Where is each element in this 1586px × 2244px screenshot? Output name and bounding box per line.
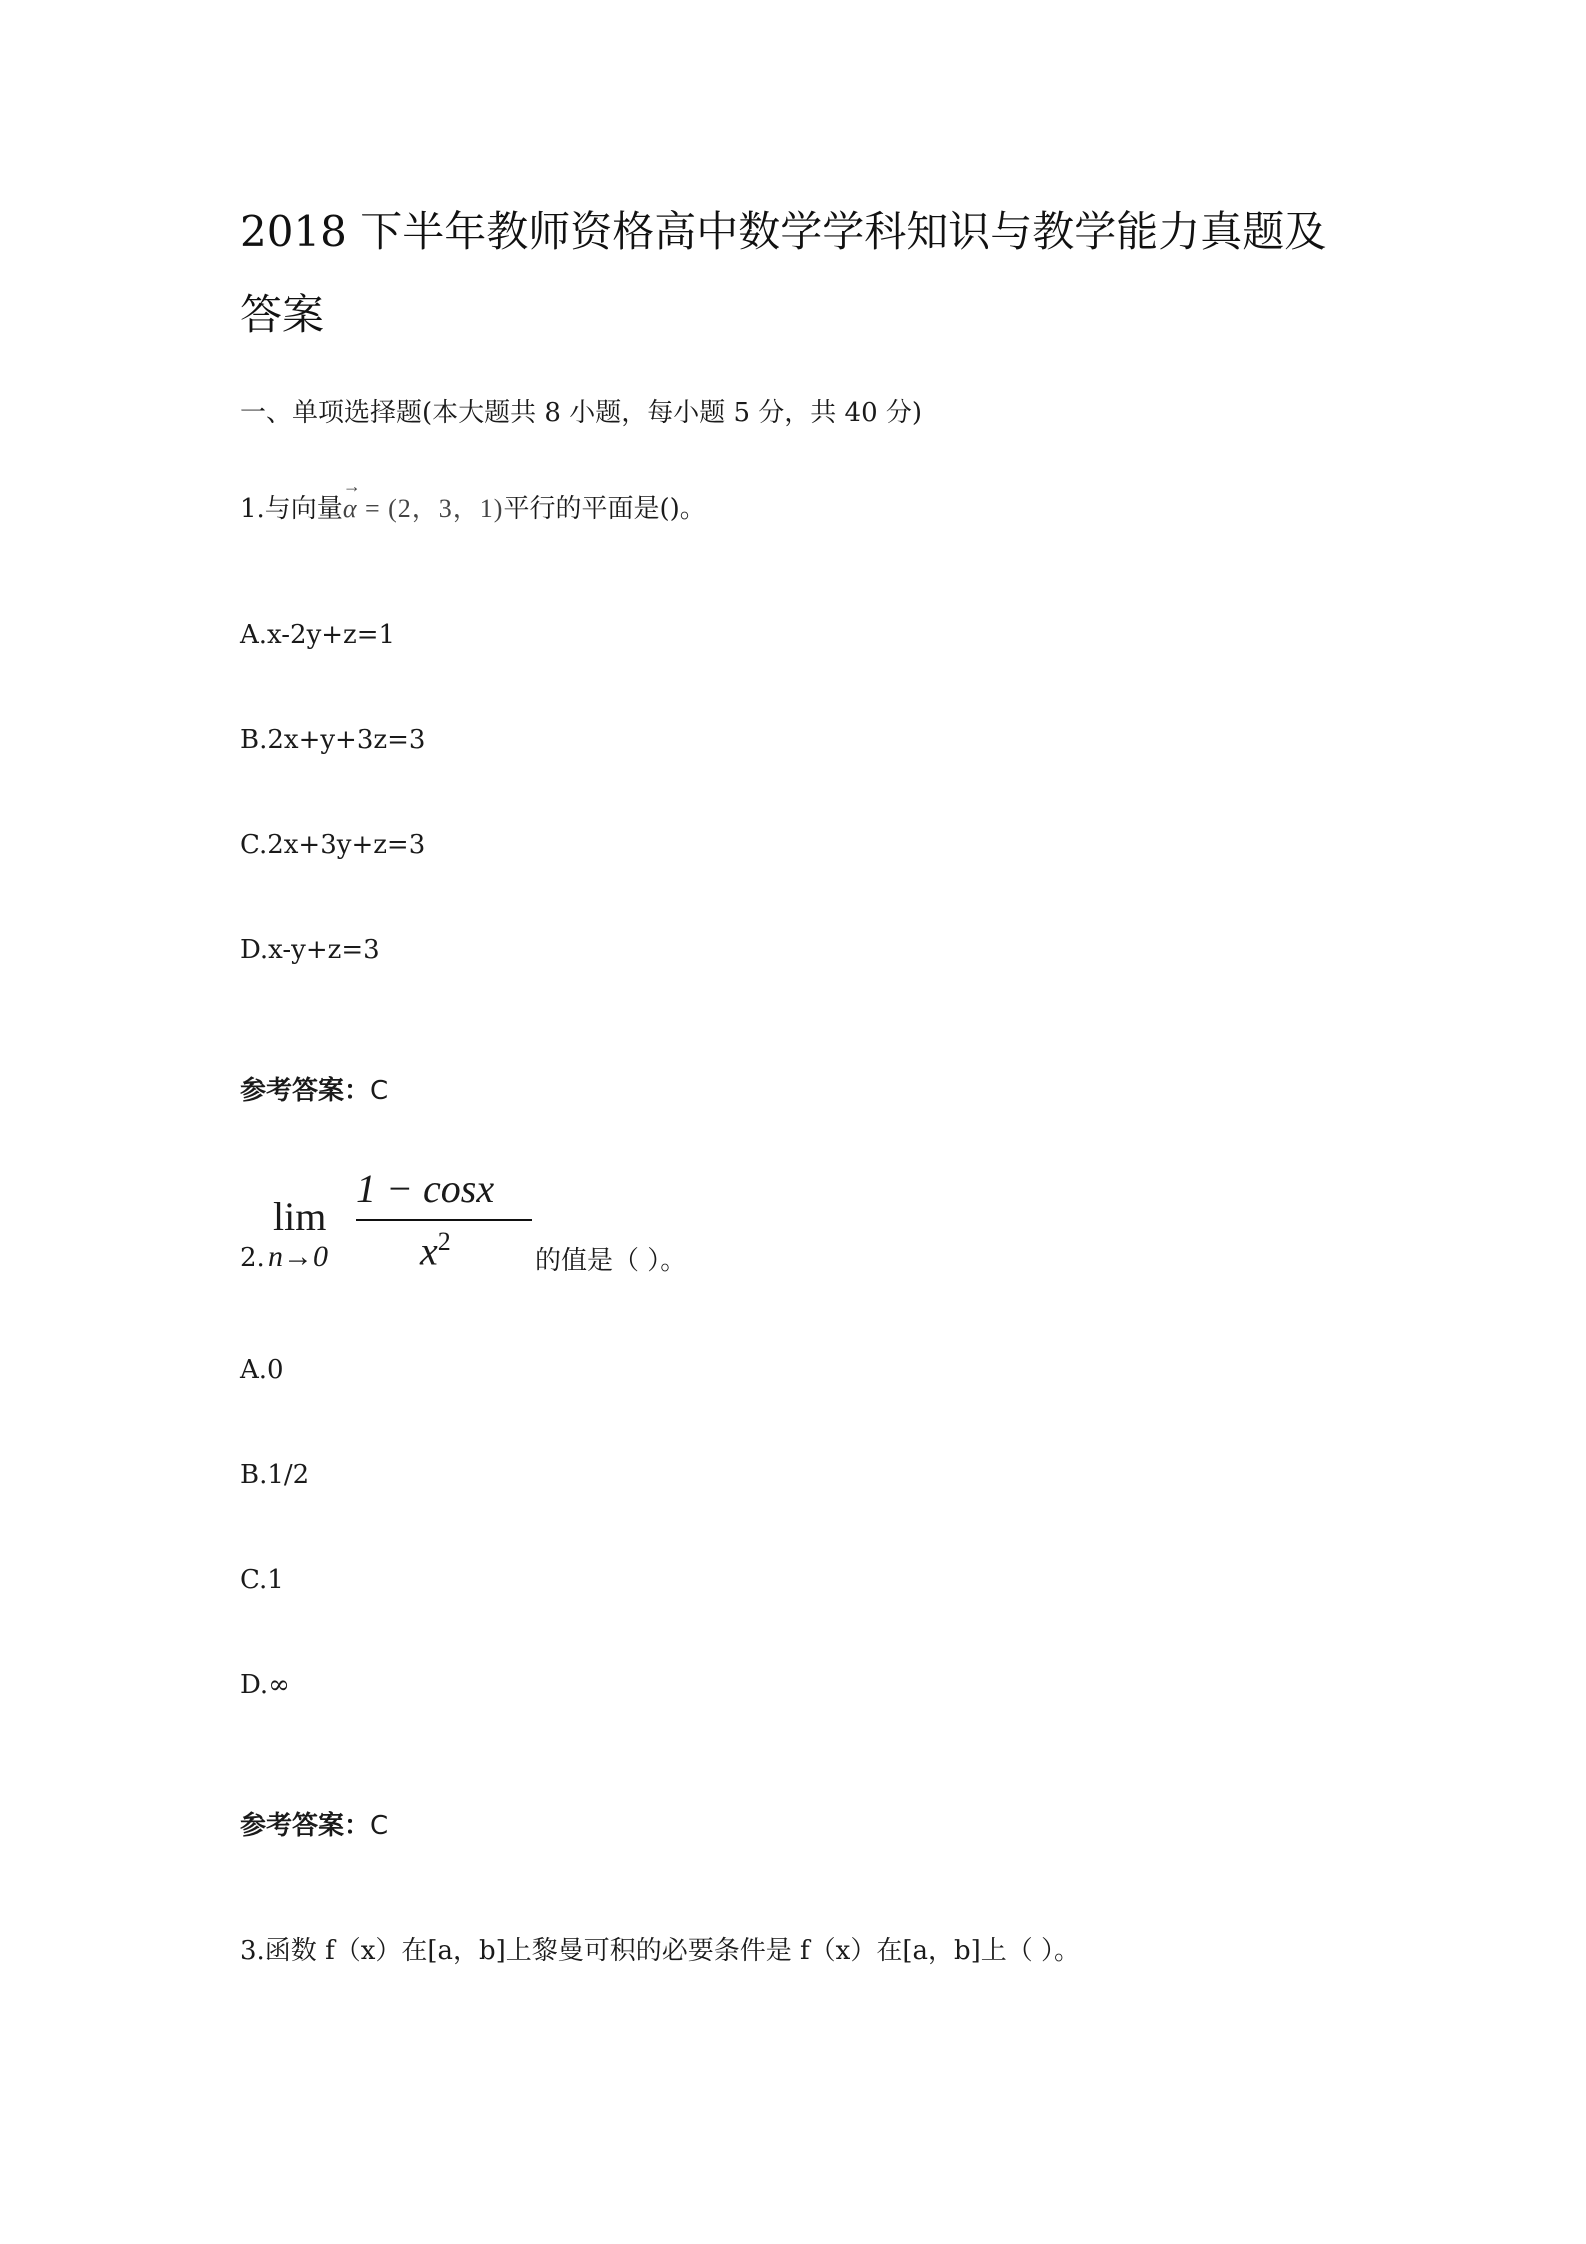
document-title-line-2: 答案 bbox=[240, 290, 325, 339]
q1-option-d: D.x-y+z=3 bbox=[240, 935, 380, 965]
q1-answer-label: 参考答案： bbox=[240, 1076, 371, 1106]
fraction-numerator: 1 − cosx bbox=[356, 1166, 495, 1211]
q2-option-d: D.∞ bbox=[240, 1670, 290, 1700]
question-1 bbox=[240, 476, 706, 525]
denominator-exponent: 2 bbox=[437, 1227, 451, 1256]
q2-answer bbox=[240, 1805, 388, 1842]
section-heading: 一、单项选择题(本大题共 8 小题，每小题 5 分，共 40 分) bbox=[240, 398, 923, 428]
q2-option-c: C.1 bbox=[240, 1565, 284, 1595]
q2-answer-label: 参考答案： bbox=[240, 1811, 371, 1841]
denominator-base: x bbox=[420, 1228, 438, 1274]
document-title-line-1: 2018 下半年教师资格高中数学学科知识与教学能力真题及 bbox=[240, 207, 1327, 256]
q1-option-a: A.x-2y+z=1 bbox=[240, 620, 396, 650]
limit-subscript: n→0 bbox=[268, 1240, 328, 1273]
vector-formula bbox=[342, 476, 504, 523]
vector-symbol: α bbox=[342, 494, 358, 523]
q2-option-a: A.0 bbox=[240, 1355, 284, 1385]
question-3: 3.函数 f（x）在[a，b]上黎曼可积的必要条件是 f（x）在[a，b]上（ ）。 bbox=[240, 1936, 1081, 1966]
vector-value: = (2，3，1) bbox=[364, 494, 504, 523]
fraction-denominator bbox=[420, 1227, 451, 1274]
q2-answer-value: C bbox=[370, 1811, 389, 1841]
q1-option-b: B.2x+y+3z=3 bbox=[240, 725, 426, 755]
vector-arrow-icon: → bbox=[342, 476, 362, 496]
question-2-prefix: 2. bbox=[240, 1243, 265, 1273]
question-2-suffix: 的值是（ ）。 bbox=[535, 1246, 687, 1276]
fraction-bar bbox=[356, 1219, 532, 1221]
question-1-prefix: 1.与向量 bbox=[240, 494, 343, 524]
question-1-suffix: 平行的平面是()。 bbox=[503, 494, 706, 524]
q1-answer bbox=[240, 1070, 388, 1107]
q1-option-c: C.2x+3y+z=3 bbox=[240, 830, 426, 860]
limit-operator: lim bbox=[273, 1194, 327, 1239]
q2-option-b: B.1/2 bbox=[240, 1460, 310, 1490]
q1-answer-value: C bbox=[370, 1076, 389, 1106]
